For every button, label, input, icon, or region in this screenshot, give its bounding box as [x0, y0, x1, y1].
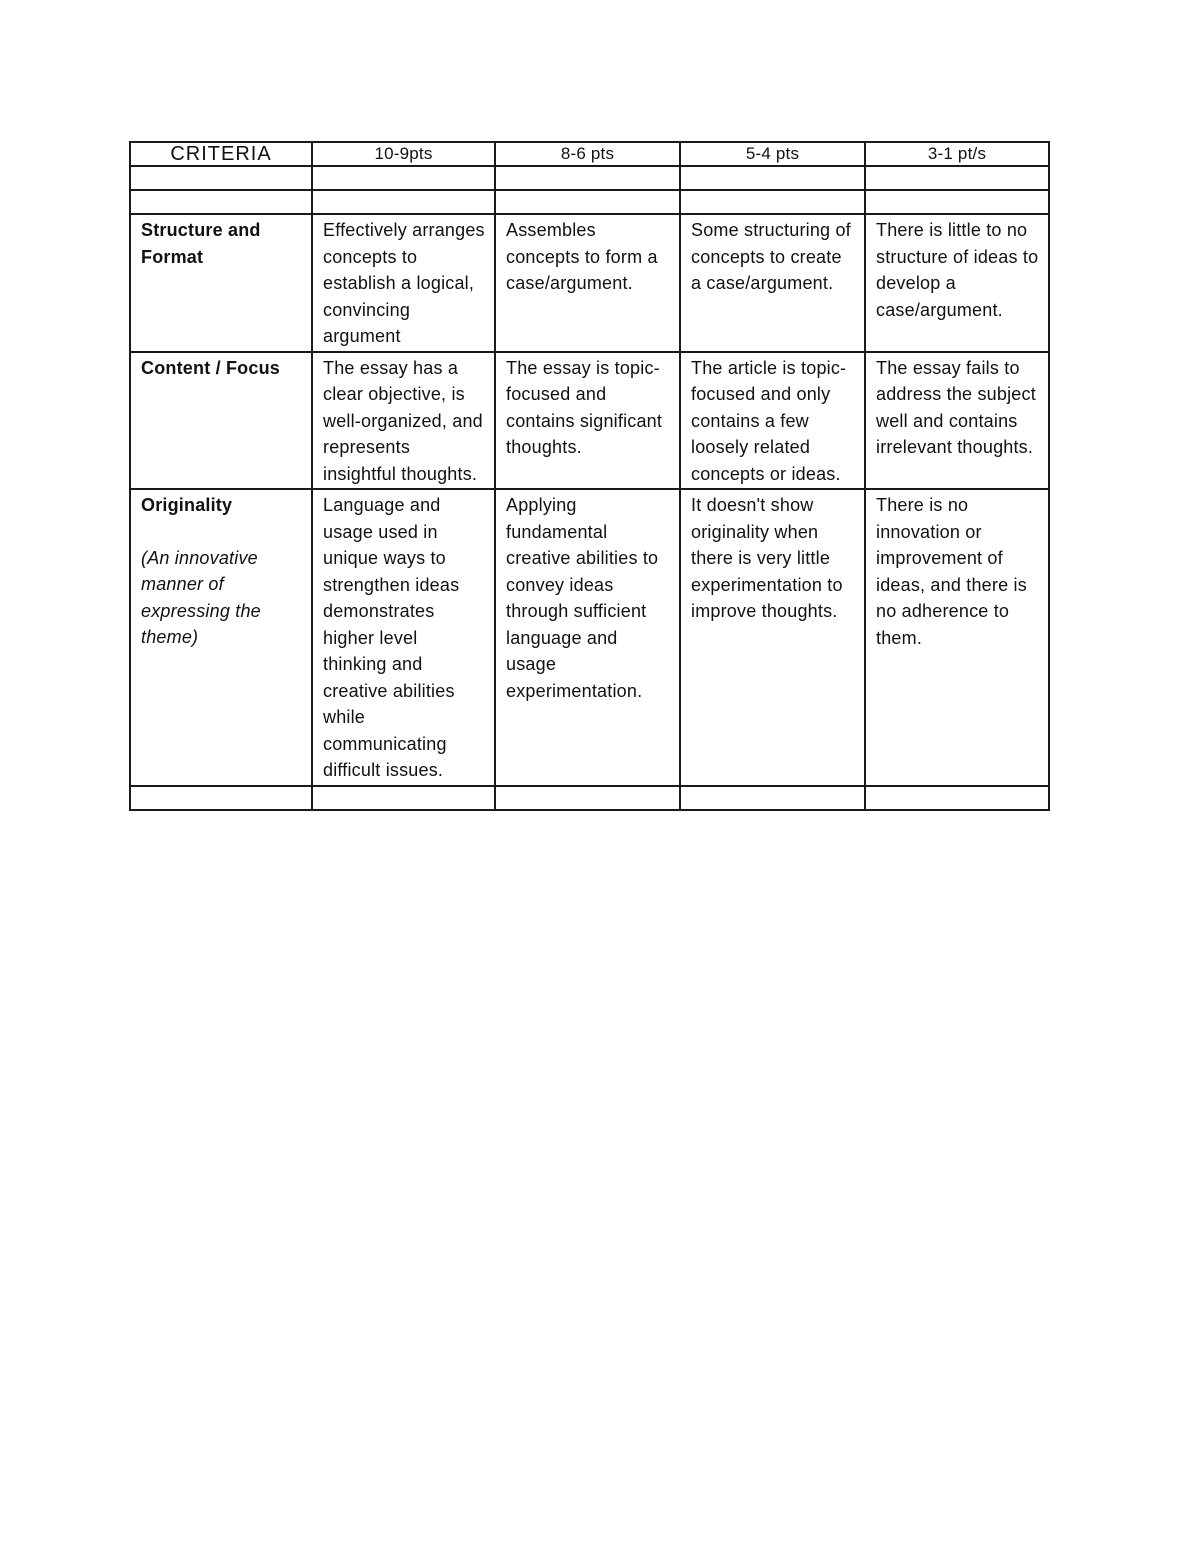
header-level-3: 5-4 pts [680, 142, 865, 166]
criterion-name: Originality [141, 495, 233, 515]
descriptor-text: The essay has a clear objective, is well-organized, and represents insightful thoughts. [323, 357, 483, 484]
empty-cell [680, 786, 865, 810]
rubric-table [129, 141, 1050, 811]
descriptor-text: The article is topic-focused and only contains a few loosely related concepts or ideas. [691, 357, 847, 484]
level-3-cell [680, 214, 865, 352]
criterion-name: Content / Focus [141, 357, 280, 378]
descriptor-text: Language and usage used in unique ways to strengthen ideas demonstrates higher level thinking and creative abilities while communicating difficult issues. [323, 495, 460, 780]
level-1-cell [312, 489, 495, 786]
empty-row [130, 190, 1049, 214]
level-1-cell [312, 352, 495, 490]
header-level-1: 10-9pts [312, 142, 495, 166]
empty-cell [495, 166, 680, 190]
level-2-cell [495, 489, 680, 786]
level-4-cell [865, 352, 1049, 490]
level-4-cell [865, 489, 1049, 786]
descriptor-text: There is no innovation or improvement of ideas, and there is no adherence to them. [876, 495, 1027, 648]
empty-cell [312, 166, 495, 190]
empty-cell [495, 786, 680, 810]
criterion-row-originality [130, 489, 1049, 786]
header-criteria: CRITERIA [130, 142, 312, 166]
empty-cell [680, 166, 865, 190]
descriptor-text: It doesn't show originality when there is very little experimentation to improve thoughts. [691, 495, 843, 621]
header-level-4: 3-1 pt/s [865, 142, 1049, 166]
criterion-note: (An innovative manner of expressing the theme) [141, 547, 261, 647]
empty-cell [312, 786, 495, 810]
descriptor-text: There is little to no structure of ideas to develop a case/argument. [876, 220, 1039, 320]
empty-row [130, 786, 1049, 810]
empty-cell [130, 166, 312, 190]
empty-cell [130, 786, 312, 810]
level-4-cell [865, 214, 1049, 352]
header-row [130, 142, 1049, 166]
empty-cell [865, 166, 1049, 190]
empty-cell [865, 786, 1049, 810]
empty-cell [130, 190, 312, 214]
descriptor-text: Some structuring of concepts to create a case/argument. [691, 220, 851, 293]
empty-cell [495, 190, 680, 214]
criterion-cell [130, 352, 312, 490]
empty-cell [312, 190, 495, 214]
criterion-cell [130, 489, 312, 786]
level-3-cell [680, 489, 865, 786]
level-1-cell [312, 214, 495, 352]
level-3-cell [680, 352, 865, 490]
descriptor-text: Assembles concepts to form a case/argument. [506, 220, 658, 293]
criterion-row-structure [130, 214, 1049, 352]
header-level-2: 8-6 pts [495, 142, 680, 166]
descriptor-text: Applying fundamental creative abilities to convey ideas through sufficient language and usage experimentation. [506, 495, 659, 701]
criterion-cell [130, 214, 312, 352]
empty-row [130, 166, 1049, 190]
level-2-cell [495, 352, 680, 490]
empty-cell [680, 190, 865, 214]
level-2-cell [495, 214, 680, 352]
descriptor-text: The essay fails to address the subject well and contains irrelevant thoughts. [876, 357, 1036, 457]
descriptor-text: The essay is topic-focused and contains significant thoughts. [506, 357, 663, 457]
criterion-name: Structure and Format [141, 220, 261, 267]
descriptor-text: Effectively arranges concepts to establish a logical, convincing argument [323, 220, 485, 346]
empty-cell [865, 190, 1049, 214]
criterion-row-content [130, 352, 1049, 490]
